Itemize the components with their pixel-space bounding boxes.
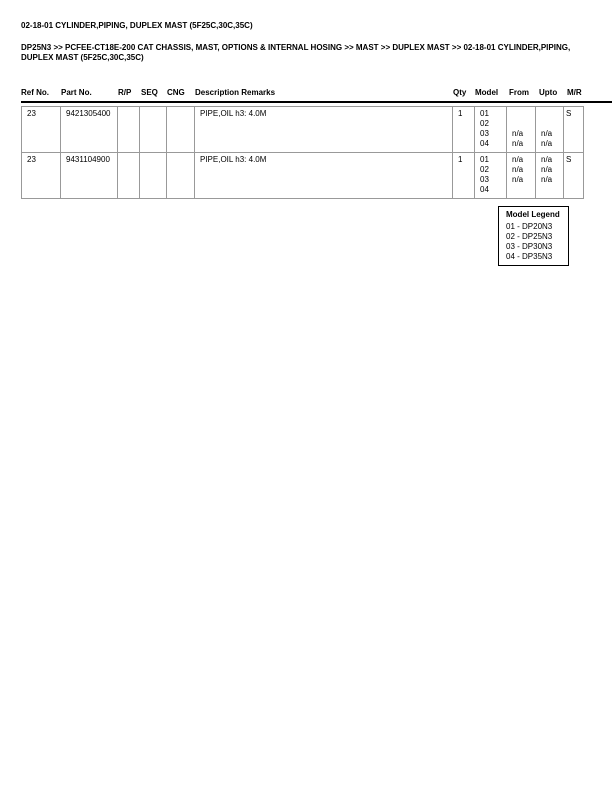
part-no-cell: 9431104900 xyxy=(61,153,118,199)
qty-cell: 1 xyxy=(453,107,475,153)
column-header-seq: SEQ xyxy=(141,88,158,97)
ref-no-cell: 23 xyxy=(22,107,61,153)
from-value xyxy=(512,109,535,119)
rp-cell xyxy=(118,107,140,153)
upto-value: n/a xyxy=(541,129,553,138)
model-code: 02 xyxy=(480,119,489,128)
from-value: n/a xyxy=(512,165,524,174)
from-value: n/a xyxy=(512,139,524,148)
upto-value xyxy=(541,119,563,129)
model-legend-item: 04 - DP35N3 xyxy=(506,252,553,261)
upto-cell xyxy=(536,107,564,153)
breadcrumb: DP25N3 >> PCFEE-CT18E-200 CAT CHASSIS, MAST, OPTIONS & INTERNAL HOSING >> MAST >> DUPLEX MAST >> 02-18-01 CYLINDER,PIPING, DUPLEX MAST (5F25C,30C,35C) xyxy=(21,43,571,62)
column-header-model: Model xyxy=(475,88,499,97)
cng-cell xyxy=(167,107,195,153)
from-cell xyxy=(507,107,536,153)
page-title: 02-18-01 CYLINDER,PIPING, DUPLEX MAST (5F25C,30C,35C) xyxy=(21,21,253,30)
description-cell: PIPE,OIL h3: 4.0M xyxy=(195,107,453,153)
cng-cell xyxy=(167,153,195,199)
column-header-from: From xyxy=(509,88,529,97)
qty-cell: 1 xyxy=(453,153,475,199)
from-value xyxy=(512,185,535,195)
upto-value: n/a xyxy=(541,165,553,174)
rp-cell xyxy=(118,153,140,199)
column-header-rp: R/P xyxy=(118,88,132,97)
model-code: 03 xyxy=(480,129,489,138)
model-cell xyxy=(475,107,507,153)
model-code: 03 xyxy=(480,175,489,184)
model-legend-title: Model Legend xyxy=(506,210,560,219)
from-value: n/a xyxy=(512,175,524,184)
from-value xyxy=(512,119,535,129)
model-legend-item: 03 - DP30N3 xyxy=(506,242,553,251)
model-code: 04 xyxy=(480,139,489,148)
column-header-description: Description Remarks xyxy=(195,88,276,97)
column-header-ref-no: Ref No. xyxy=(21,88,49,97)
header-divider xyxy=(21,101,612,103)
model-legend-item: 01 - DP20N3 xyxy=(506,222,553,231)
description-cell: PIPE,OIL h3: 4.0M xyxy=(195,153,453,199)
upto-cell xyxy=(536,153,564,199)
column-header-qty: Qty xyxy=(453,88,467,97)
model-legend xyxy=(498,206,569,266)
mr-cell: S xyxy=(564,153,584,199)
ref-no-cell: 23 xyxy=(22,153,61,199)
upto-value: n/a xyxy=(541,175,553,184)
model-cell xyxy=(475,153,507,199)
upto-value xyxy=(541,109,563,119)
from-value: n/a xyxy=(512,155,524,164)
column-header-mr: M/R xyxy=(567,88,582,97)
model-legend-item: 02 - DP25N3 xyxy=(506,232,553,241)
column-header-cng: CNG xyxy=(167,88,185,97)
upto-value: n/a xyxy=(541,139,553,148)
table-row xyxy=(22,153,584,199)
model-code: 01 xyxy=(480,109,489,118)
from-value: n/a xyxy=(512,129,524,138)
seq-cell xyxy=(140,107,167,153)
parts-table xyxy=(21,106,584,199)
column-header-part-no: Part No. xyxy=(61,88,92,97)
mr-cell: S xyxy=(564,107,584,153)
model-code: 01 xyxy=(480,155,489,164)
table-row xyxy=(22,107,584,153)
part-no-cell: 9421305400 xyxy=(61,107,118,153)
column-header-upto: Upto xyxy=(539,88,558,97)
model-code: 04 xyxy=(480,185,489,194)
seq-cell xyxy=(140,153,167,199)
upto-value: n/a xyxy=(541,155,553,164)
model-code: 02 xyxy=(480,165,489,174)
from-cell xyxy=(507,153,536,199)
upto-value xyxy=(541,185,563,195)
